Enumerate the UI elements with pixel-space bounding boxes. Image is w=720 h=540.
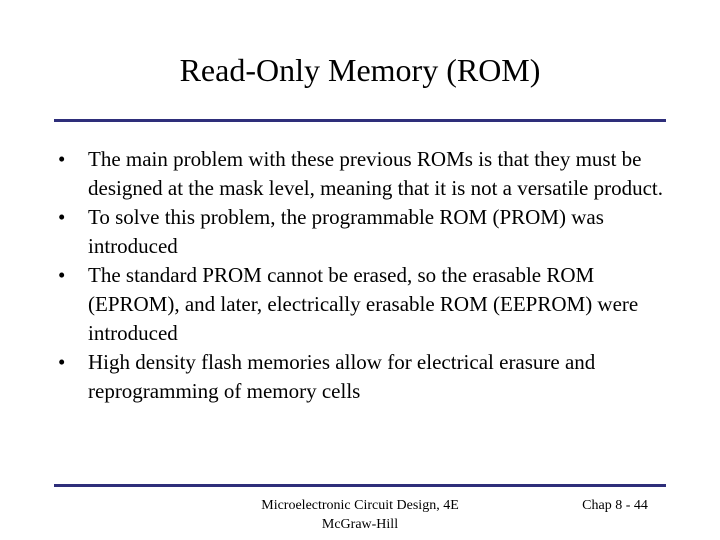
bullet-item (54, 203, 666, 261)
footer-book-title: Microelectronic Circuit Design, 4E (261, 498, 459, 513)
footer-source (180, 496, 540, 534)
bullet-list (54, 145, 666, 406)
bullet-point-icon: • (58, 350, 66, 374)
bullet-text: The main problem with these previous ROMs is that they must be designed at the mask level, meaning that it is not a versatile product. (88, 147, 664, 200)
bullet-item (54, 348, 666, 406)
title-divider (54, 119, 666, 122)
bullet-text: The standard PROM cannot be erased, so the erasable ROM (EPROM), and later, electrically erasable ROM (EEPROM) were introduced (88, 263, 639, 345)
bullet-item (54, 261, 666, 348)
bullet-point-icon: • (58, 205, 66, 229)
bullet-item (54, 145, 666, 203)
footer-divider (54, 484, 666, 487)
page-number: Chap 8 - 44 (582, 498, 648, 513)
slide-title: Read-Only Memory (ROM) (179, 52, 541, 88)
footer-publisher: McGraw-Hill (321, 517, 399, 532)
bullet-point-icon: • (58, 147, 66, 171)
bullet-text: High density flash memories allow for electrical erasure and reprogramming of memory cells (88, 350, 596, 403)
bullet-text: To solve this problem, the programmable ROM (PROM) was introduced (88, 205, 604, 258)
bullet-point-icon: • (58, 263, 66, 287)
